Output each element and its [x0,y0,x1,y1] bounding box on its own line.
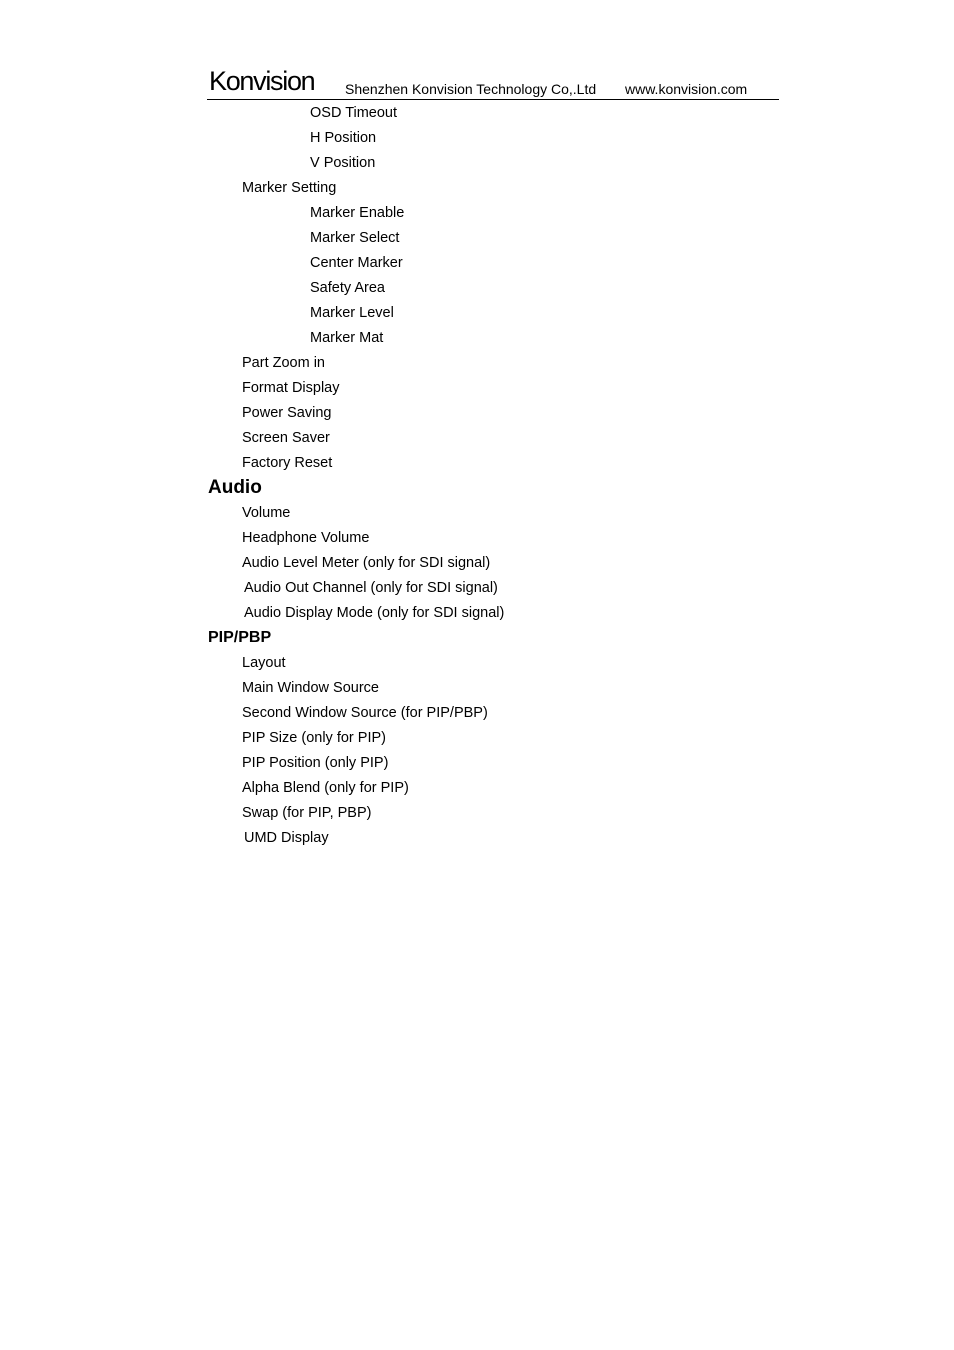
menu-item-h-position: H Position [310,130,377,146]
audio-item-volume: Volume [242,505,291,521]
menu-item-marker-mat: Marker Mat [310,330,384,346]
konvision-logo: Konvision [209,66,315,96]
pip-item-layout: Layout [242,655,286,671]
menu-item-format-display: Format Display [242,380,340,396]
pip-pbp-heading: PIP/PBP [208,629,272,646]
menu-item-part-zoom-in: Part Zoom in [242,355,325,371]
website-url: www.konvision.com [625,81,748,97]
pip-item-main-window-source: Main Window Source [242,680,379,696]
audio-item-level-meter: Audio Level Meter (only for SDI signal) [242,555,491,571]
menu-item-power-saving: Power Saving [242,405,332,421]
menu-item-safety-area: Safety Area [310,280,385,296]
menu-item-screen-saver: Screen Saver [242,430,330,446]
pip-item-pip-position: PIP Position (only PIP) [242,755,389,771]
menu-item-marker-enable: Marker Enable [310,205,405,221]
menu-item-marker-level: Marker Level [310,305,394,321]
audio-heading: Audio [208,477,262,498]
pip-item-second-window-source: Second Window Source (for PIP/PBP) [242,705,488,721]
audio-item-headphone-volume: Headphone Volume [242,530,370,546]
menu-item-marker-setting: Marker Setting [242,180,337,196]
menu-item-osd-timeout: OSD Timeout [310,105,398,121]
company-name: Shenzhen Konvision Technology Co,.Ltd [345,81,597,97]
audio-item-display-mode: Audio Display Mode (only for SDI signal) [244,605,505,621]
audio-item-out-channel: Audio Out Channel (only for SDI signal) [244,580,498,596]
pip-item-pip-size: PIP Size (only for PIP) [242,730,386,746]
page-header [207,66,779,100]
pip-item-swap: Swap (for PIP, PBP) [242,805,372,821]
pip-item-umd-display: UMD Display [244,830,329,846]
menu-item-v-position: V Position [310,155,376,171]
pip-item-alpha-blend: Alpha Blend (only for PIP) [242,780,409,796]
menu-item-center-marker: Center Marker [310,255,403,271]
menu-item-marker-select: Marker Select [310,230,400,246]
menu-item-factory-reset: Factory Reset [242,455,333,471]
